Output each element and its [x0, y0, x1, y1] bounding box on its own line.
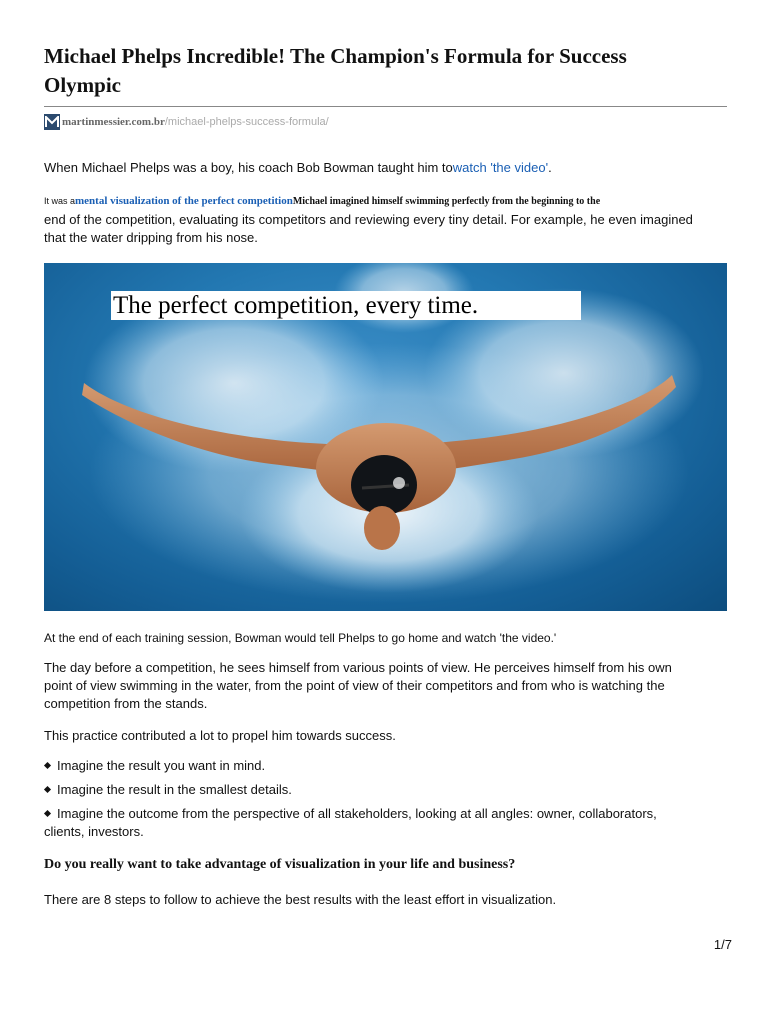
bullet-icon	[44, 786, 51, 793]
title-divider	[44, 106, 727, 107]
visualization-paragraph	[44, 191, 714, 247]
source-path: /michael-phelps-success-formula/	[164, 116, 329, 128]
swimmer-photo	[44, 263, 727, 611]
visualization-rest: end of the competition, evaluating its competitors and reviewing every tiny detail. For example, he even imagined that the water dripping from his nose.	[44, 212, 693, 245]
mental-visualization-link[interactable]: mental visualization of the perfect competition	[75, 195, 293, 207]
site-logo-icon	[44, 114, 60, 130]
tips-list	[44, 757, 684, 847]
training-note: At the end of each training session, Bowman would tell Phelps to go home and watch 'the video.'	[44, 631, 557, 645]
intro-text: When Michael Phelps was a boy, his coach Bob Bowman taught him to	[44, 160, 453, 175]
steps-paragraph: There are 8 steps to follow to achieve the best results with the least effort in visualization.	[44, 892, 557, 907]
question-heading: Do you really want to take advantage of visualization in your life and business?	[44, 857, 516, 872]
page-number: 1/7	[713, 937, 732, 952]
list-item: Imagine the outcome from the perspective of all stakeholders, looking at all angles: owner, collaborators, clients, investors.	[44, 806, 657, 839]
list-item: Imagine the result in the smallest details.	[44, 781, 684, 799]
practice-paragraph: This practice contributed a lot to propel him towards success.	[44, 728, 396, 743]
visualization-prefix: It was a	[44, 196, 76, 206]
bullet-icon	[44, 762, 51, 769]
page-title: Michael Phelps Incredible! The Champion's Formula for Success Olympic	[44, 44, 627, 97]
bullet-icon	[44, 810, 51, 817]
source-domain-link[interactable]: martinmessier.com.br	[62, 116, 165, 128]
day-before-paragraph: The day before a competition, he sees himself from various points of view. He perceives himself from his own point of view swimming in the water, from the point of view of their competitors and from who is watching the competition from the stands.	[44, 660, 672, 711]
source-line	[44, 113, 329, 131]
intro-paragraph	[44, 159, 714, 177]
visualization-bold-text: Michael imagined himself swimming perfectly from the beginning to the	[292, 196, 601, 207]
intro-end: .	[548, 160, 552, 175]
watch-video-link[interactable]: watch 'the video'	[452, 160, 549, 175]
image-caption: The perfect competition, every time.	[111, 291, 581, 320]
list-item: Imagine the result you want in mind.	[44, 757, 684, 775]
